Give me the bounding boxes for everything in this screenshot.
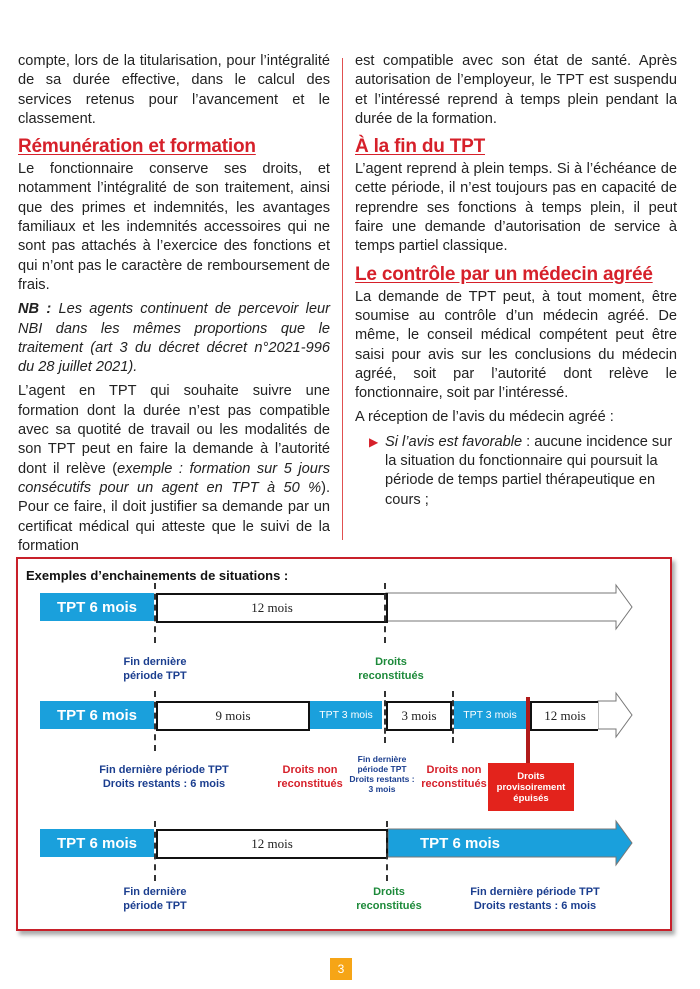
dashed-marker <box>384 691 386 743</box>
paragraph: est compatible avec son état de santé. Après autorisation de l’employeur, le TPT est suspendu et l’intéressé reprend à temps plein pendant la durée de la formation. <box>355 53 677 127</box>
row2-segment-3: 3 mois <box>386 701 452 731</box>
row3-tpt2-label: TPT 6 mois <box>419 834 501 852</box>
nb-note <box>18 300 330 377</box>
page-number: 3 <box>330 958 352 980</box>
bullet-text: : aucune incidence sur la situation du fonctionnaire qui poursuit la période de temps partiel thérapeutique en cours ; <box>385 433 673 508</box>
right-column <box>355 52 677 515</box>
row2-segment-tpt3b: TPT 3 mois <box>454 701 526 729</box>
paragraph: A réception de l’avis du médecin agréé : <box>355 409 614 426</box>
row2-segment-12: 12 mois <box>530 701 598 731</box>
row3-caption-fin2: Fin dernière période TPT Droits restants : 6 mois <box>470 886 600 912</box>
heading-controle: Le contrôle par un médecin agréé <box>355 263 653 285</box>
row3-caption-droits: Droits reconstitués <box>356 886 422 912</box>
row2-caption-fin: Fin dernière période TPT Droits restants : 6 mois <box>99 764 229 790</box>
row2-caption-nonrecon1: Droits non reconstitués <box>277 764 343 790</box>
heading-remuneration: Rémunération et formation <box>18 136 256 158</box>
paragraph-formation <box>18 382 330 556</box>
paragraph: Le fonctionnaire conserve ses droits, et notamment l’intégralité de son traitement, ainsi que des primes et indemnités, les avantages familiaux et les indemnités accessoires qui ne sont pas attachés à l’exercice des fonctions et qui n’ont pas le caractère de remboursement de frais. <box>18 161 330 293</box>
text-span: L’agent en TPT qui souhaite suivre une formation dont la durée n’est pas compatible avec sa quotité de travail ou les modalités de son TPT peut en faire la demande à l’autorité dont il relève ( <box>18 383 330 477</box>
column-separator <box>342 58 343 540</box>
dashed-marker <box>452 691 454 743</box>
row2-epuises-box: Droits provisoirement épuisés <box>488 763 574 811</box>
dashed-marker <box>154 691 156 751</box>
row2-caption-fin-small: Fin dernière période TPT Droits restants : 3 mois <box>349 754 415 794</box>
row2-arrow-outline <box>598 693 632 737</box>
dashed-marker <box>386 821 388 881</box>
text-span: ). Pour ce faire, il doit justifier sa demande par un certificat médical qui atteste que le suivi de la formation <box>18 479 330 554</box>
bullet-label: Si l’avis est favorable <box>385 433 523 450</box>
row3-caption-fin: Fin dernière période TPT <box>123 886 187 912</box>
heading-fin-tpt: À la fin du TPT <box>355 136 485 158</box>
bullet-item <box>355 433 677 510</box>
left-column <box>18 52 330 561</box>
example-text: exemple : formation sur 5 jours consécutifs pour un agent en TPT à 50 % <box>18 460 330 496</box>
row1-segment: 12 mois <box>156 593 388 623</box>
dashed-marker <box>154 821 156 881</box>
row3-tpt-label: TPT 6 mois <box>40 829 154 857</box>
row1-tpt-label: TPT 6 mois <box>40 593 154 621</box>
diagram-title: Exemples d’enchainements de situations : <box>26 568 289 583</box>
row2-segment-9: 9 mois <box>156 701 310 731</box>
nb-text: Les agents continuent de percevoir leur NBI dans les mêmes proportions que le traitement (art 3 du décret décret n°2021-996 du 28 juillet 2021). <box>18 301 331 376</box>
nb-label: NB : <box>18 301 52 318</box>
row1-arrow-outline <box>386 585 632 629</box>
row1-caption-fin: Fin dernière période TPT <box>123 656 187 682</box>
row3-segment: 12 mois <box>156 829 388 859</box>
paragraph: compte, lors de la titularisation, pour l’intégralité de sa durée effective, dans le calcul des services retenus pour l’avancement et le classement. <box>18 53 330 127</box>
row2-tpt-label: TPT 6 mois <box>40 701 154 729</box>
row2-caption-nonrecon2: Droits non reconstitués <box>421 764 487 790</box>
timeline-diagram <box>16 557 672 931</box>
paragraph: La demande de TPT peut, à tout moment, être soumise au contrôle d’un médecin agréé. De même, le conseil médical compétent peut être saisi pour avis sur les conclusions du médecin agréé, soit par l’autorité dont relève le fonctionnaire, soit par l’intéressé. <box>355 288 677 402</box>
dashed-marker <box>154 583 156 643</box>
paragraph: L’agent reprend à plein temps. Si à l’échéance de cette période, il n’est toujours pas en capacité de reprendre ses fonctions à temps plein, il peut faire une demande d’autorisation de service à temps partiel classique. <box>355 161 677 255</box>
row2-segment-tpt3a: TPT 3 mois <box>310 701 382 729</box>
dashed-marker <box>384 583 386 643</box>
triangle-bullet-icon: ▶ <box>369 434 379 449</box>
row1-caption-droits: Droits reconstitués <box>358 656 424 682</box>
